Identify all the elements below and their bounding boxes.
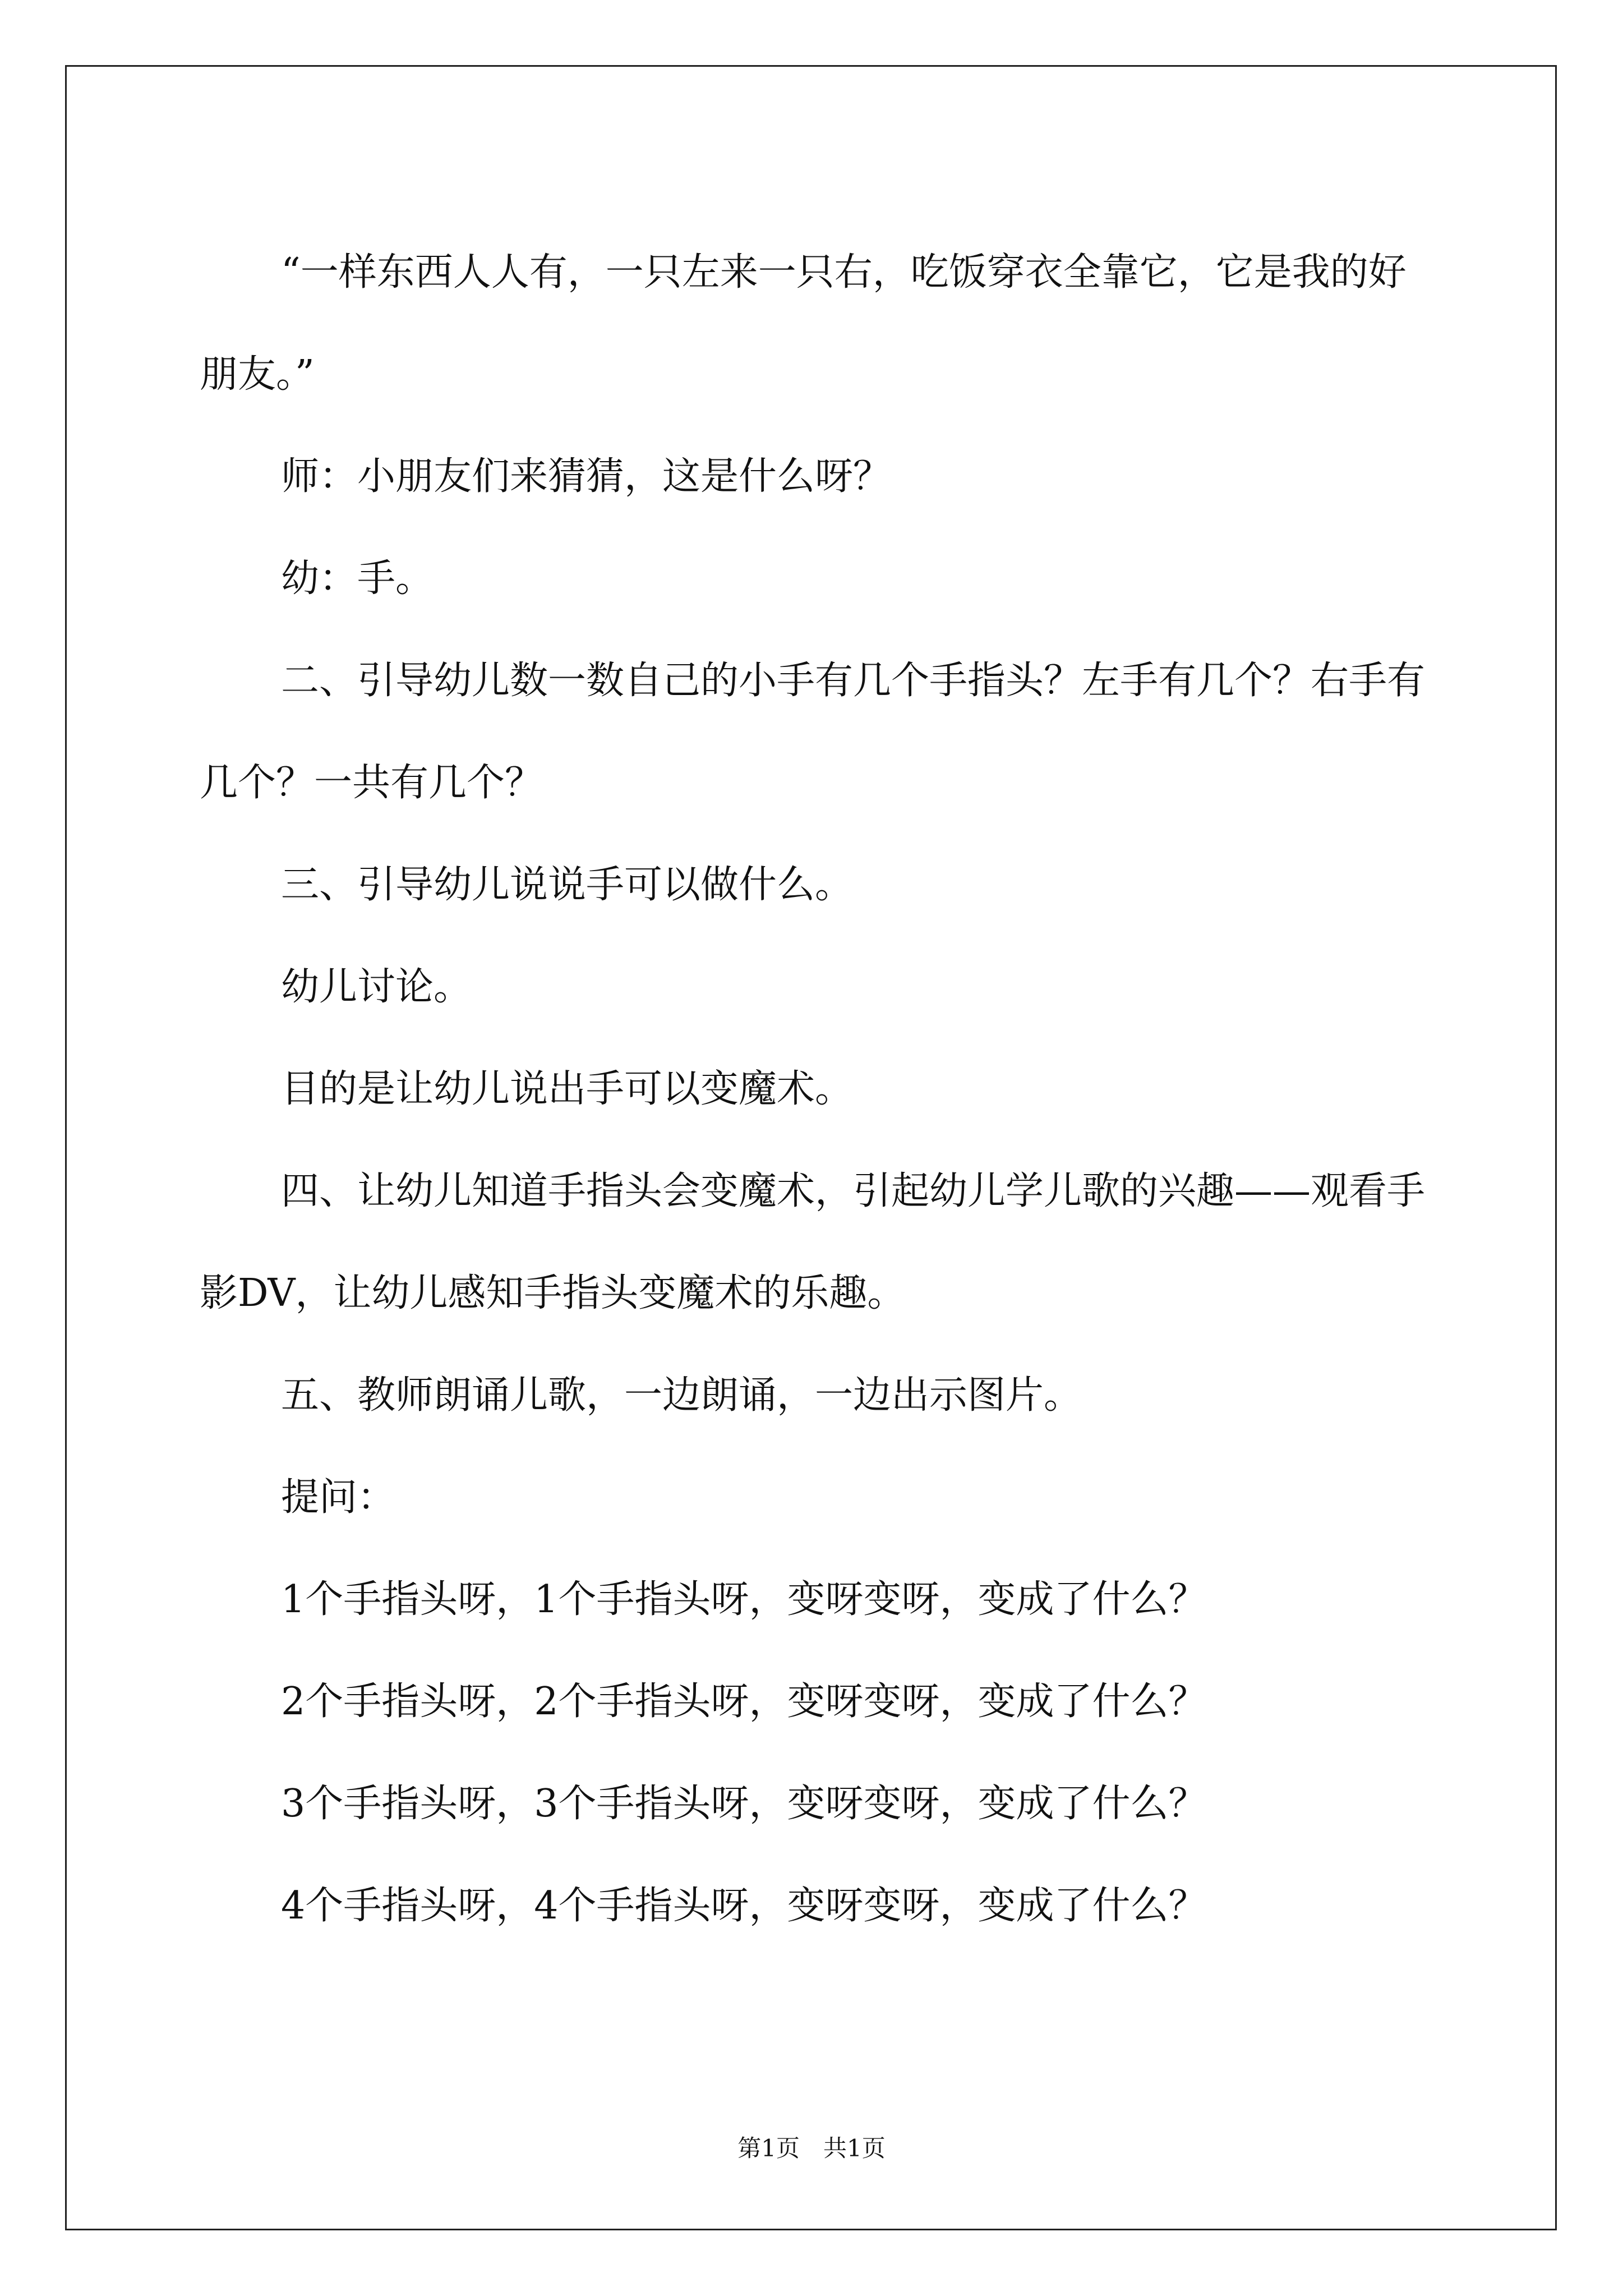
paragraph-question-label: 提问： (281, 1475, 396, 1520)
paragraph-rhyme-line-4: 4个手指头呀，4个手指头呀，变呀变呀，变成了什么？ (281, 1884, 1207, 1928)
paragraph-teacher-question: 师：小朋友们来猜猜，这是什么呀？ (281, 454, 892, 499)
document-body (200, 222, 1431, 1957)
paragraph-discussion: 幼儿讨论。 (281, 965, 472, 1009)
page-number-footer: 第1页 共1页 (737, 2134, 886, 2162)
paragraph-rhyme-line-1: 1个手指头呀，1个手指头呀，变呀变呀，变成了什么？ (281, 1577, 1207, 1622)
paragraph-step-four: 四、让幼儿知道手指头会变魔术，引起幼儿学儿歌的兴趣——观看手影DV，让幼儿感知手指头变魔术的乐趣。 (200, 1169, 1426, 1315)
paragraph-step-two: 二、引导幼儿数一数自己的小手有几个手指头？左手有几个？右手有几个？一共有几个？ (200, 659, 1426, 805)
paragraph-riddle: “一样东西人人有，一只左来一只右，吃饭穿衣全靠它，它是我的好朋友。” (200, 250, 1407, 397)
paragraph-rhyme-line-2: 2个手指头呀，2个手指头呀，变呀变呀，变成了什么？ (281, 1680, 1207, 1724)
paragraph-rhyme-line-3: 3个手指头呀，3个手指头呀，变呀变呀，变成了什么？ (281, 1782, 1207, 1826)
paragraph-child-answer: 幼：手。 (281, 556, 434, 601)
paragraph-purpose: 目的是让幼儿说出手可以变魔术。 (281, 1067, 854, 1111)
paragraph-step-five: 五、教师朗诵儿歌，一边朗诵，一边出示图片。 (281, 1373, 1082, 1418)
paragraph-step-three: 三、引导幼儿说说手可以做什么。 (281, 863, 854, 907)
